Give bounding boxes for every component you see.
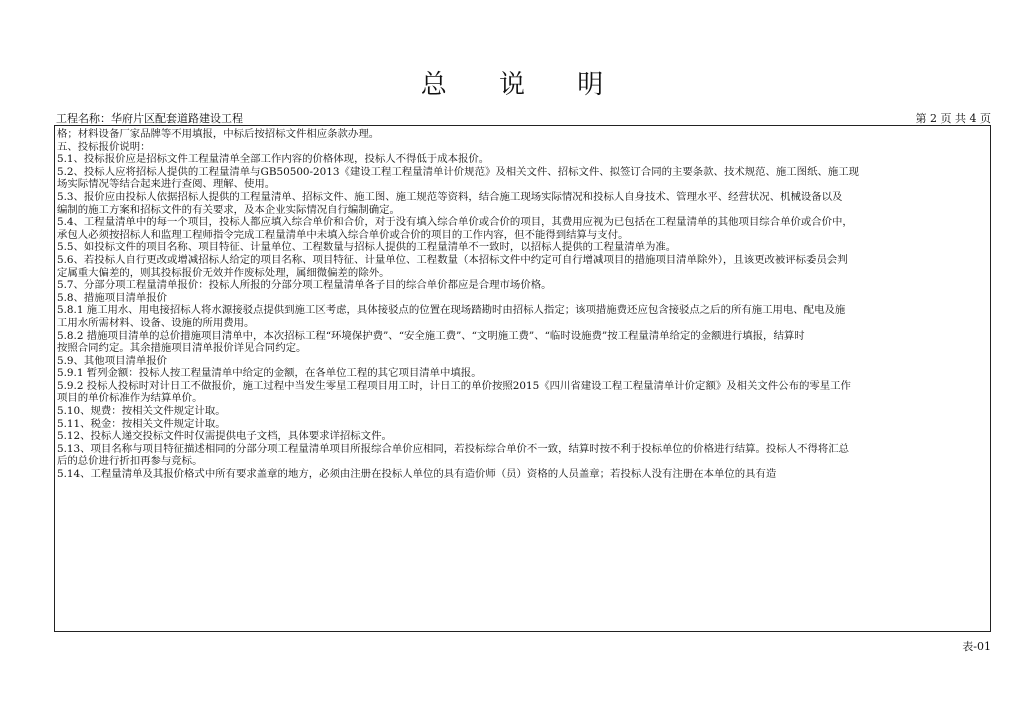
project-name: 工程名称：华府片区配套道路建设工程	[56, 112, 243, 125]
text-line: 五、投标报价说明：	[57, 140, 151, 153]
content-body	[57, 128, 986, 481]
text-line: 5.10、规费：按相关文件规定计取。	[57, 405, 226, 418]
page-title: 总 说 明	[420, 70, 626, 100]
text-line: 5.8.2 措施项目清单的总价措施项目清单中，本次招标工程“环境保护费”、“安全施工费”、“文明施工费”、“临时设施费”按工程量清单给定的金额进行填报，结算时	[57, 329, 805, 342]
text-line: 5.12、投标人递交投标文件时仅需提供电子文档，具体要求详招标文件。	[57, 430, 392, 443]
text-line: 5.14、工程量清单及其报价格式中所有要求盖章的地方，必须由注册在投标人单位的具有造价师（员）资格的人员盖章；若投标人没有注册在本单位的具有造	[57, 468, 777, 481]
table-number: 表-01	[962, 640, 991, 653]
text-line: 场实际情况等结合起来进行查阅、理解、使用。	[57, 178, 276, 191]
text-line: 5.9、其他项目清单报价	[57, 354, 168, 367]
text-line: 5.11、税金：按相关文件规定计取。	[57, 417, 226, 430]
text-line: 5.7、分部分项工程量清单报价：投标人所报的分部分项工程量清单各子目的综合单价都应是合理市场价格。	[57, 279, 552, 292]
text-line: 格；材料设备厂家品牌等不用填报，中标后按招标文件相应条款办理。	[57, 128, 380, 140]
text-line: 5.9.2 投标人投标时对计日工不做报价，施工过程中当发生零星工程项目用工时，计日工的单价按照2015《四川省建设工程工程量清单计价定额》及相关文件公布的零星工作	[57, 379, 851, 392]
text-line: 5.4、工程量清单中的每一个项目，投标人都应填入综合单价和合价，对于没有填入综合单价或合价的项目，其费用应视为已包括在工程量清单的其他项目综合单价或合价中，	[57, 216, 853, 229]
text-line: 工用水所需材料、设备、设施的所用费用。	[57, 316, 255, 329]
content-frame	[54, 125, 991, 632]
page-number: 第 2 页 共 4 页	[915, 112, 991, 125]
text-line: 按照合同约定。其余措施项目清单报价详见合同约定。	[57, 342, 307, 355]
text-line: 5.1、投标报价应是招标文件工程量清单全部工作内容的价格体现，投标人不得低于成本报价。	[57, 153, 490, 166]
text-line: 5.3、报价应由投标人依据招标人提供的工程量清单、招标文件、施工图、施工规范等资料，结合施工现场实际情况和投标人自身技术、管理水平、经营状况、机械设备以及	[57, 190, 843, 203]
text-line: 5.13、项目名称与项目特征描述相同的分部分项工程量清单项目所报综合单价应相同，若投标综合单价不一致，结算时按不利于投标单位的价格进行结算。投标人不得将汇总	[57, 442, 850, 455]
text-line: 5.5、如投标文件的项目名称、项目特征、计量单位、工程数量与招标人提供的工程量清单不一致时，以招标人提供的工程量清单为准。	[57, 241, 677, 254]
text-line: 5.8.1 施工用水、用电接招标人将水源接驳点提供到施工区考虑，具体接驳点的位置在现场踏勘时由招标人指定；该项措施费还应包含接驳点之后的所有施工用电、配电及施	[57, 304, 846, 317]
text-line: 5.6、若投标人自行更改或增减招标人给定的项目名称、项目特征、计量单位、工程数量（本招标文件中约定可自行增减项目的措施项目清单除外），且该更改被评标委员会判	[57, 253, 848, 266]
text-line: 编制的施工方案和招标文件的有关要求，及本企业实际情况自行编制确定。	[57, 203, 400, 216]
text-line: 承包人必须按招标人和监理工程师指令完成工程量清单中未填入综合单价或合价的项目的工作内容，但不能得到结算与支付。	[57, 228, 629, 241]
text-line: 定属重大偏差的，则其投标报价无效并作废标处理，属细微偏差的除外。	[57, 266, 390, 279]
text-line: 项目的单价标准作为结算单价。	[57, 392, 203, 405]
text-line: 5.9.1 暂列金额：投标人按工程量清单中给定的金额，在各单位工程的其它项目清单中填报。	[57, 367, 482, 380]
text-line: 后的总价进行折扣再参与竞标。	[57, 455, 203, 468]
text-line: 5.2、投标人应将招标人提供的工程量清单与GB50500-2013《建设工程工程量清单计价规范》及相关文件、招标文件、拟签订合同的主要条款、技术规范、施工图纸、施工现	[57, 165, 860, 178]
text-line: 5.8、措施项目清单报价	[57, 291, 168, 304]
